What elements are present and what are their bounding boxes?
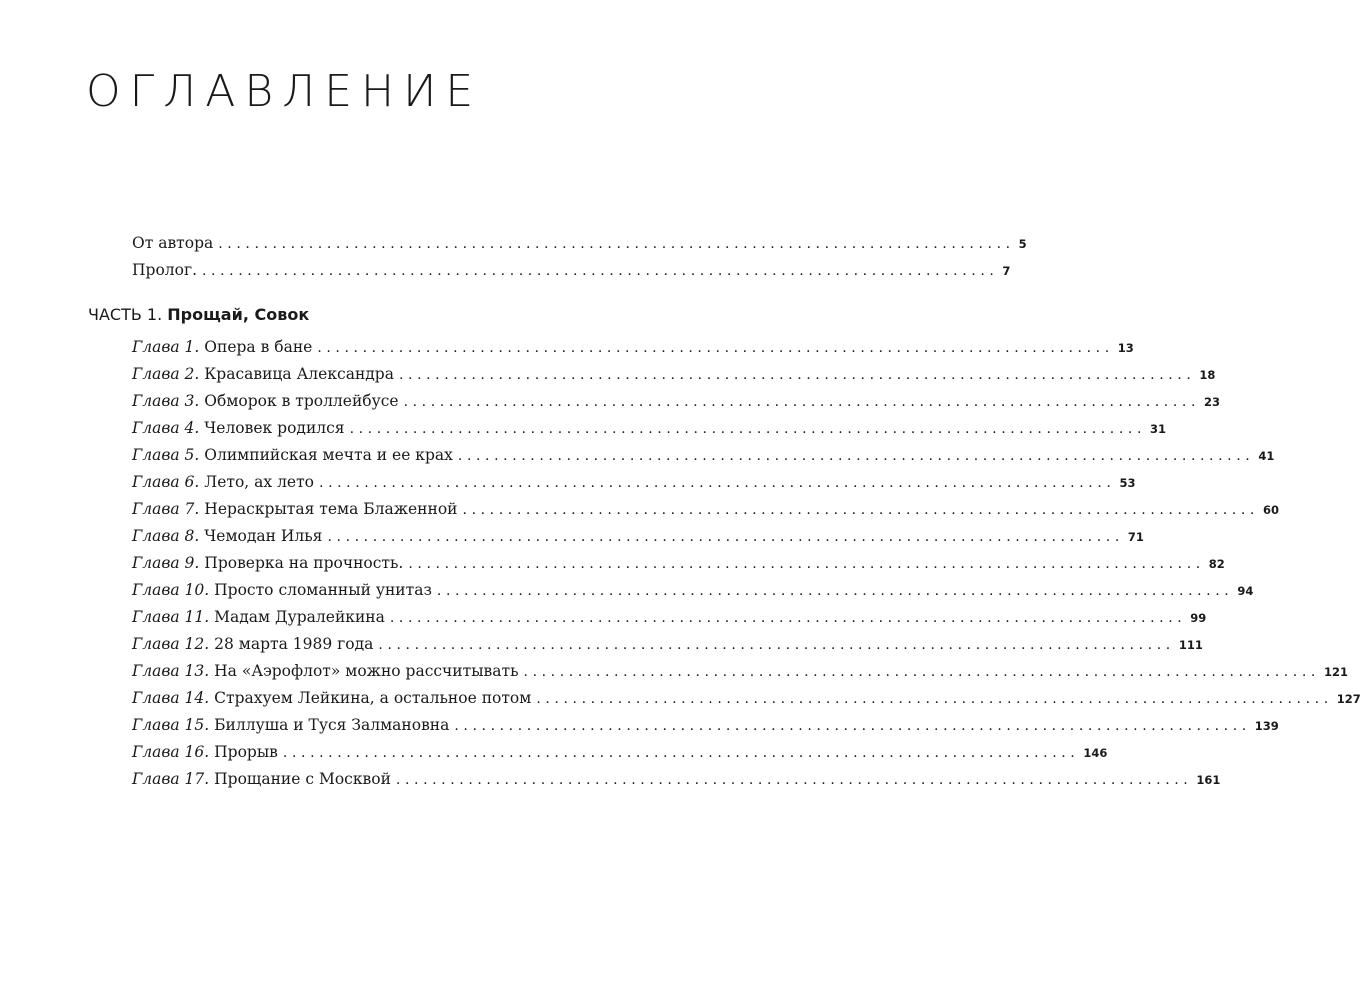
chapter-title: Просто сломанный унитаз bbox=[214, 581, 432, 599]
toc-chapter-list bbox=[132, 334, 1361, 793]
toc-entry-label bbox=[132, 766, 391, 793]
dot-leader: ........................................................................................ bbox=[319, 475, 1116, 491]
toc-page-number: 13 bbox=[1117, 341, 1134, 355]
toc-entry-label bbox=[132, 415, 345, 442]
toc-entry-chapter-13[interactable] bbox=[132, 658, 1348, 685]
toc-page-number: 94 bbox=[1237, 584, 1254, 598]
toc-entry-label bbox=[132, 631, 373, 658]
chapter-title: Человек родился bbox=[204, 419, 345, 437]
chapter-title: Прорыв bbox=[214, 743, 278, 761]
chapter-prefix: Глава 1. bbox=[132, 338, 200, 356]
dot-leader: ........................................................................................ bbox=[327, 529, 1124, 545]
toc-entry-label bbox=[132, 361, 394, 388]
toc-page-number: 18 bbox=[1199, 368, 1216, 382]
chapter-title: Биллуша и Туся Залмановна bbox=[214, 716, 450, 734]
chapter-prefix: Глава 16. bbox=[132, 743, 210, 761]
chapter-prefix: Глава 7. bbox=[132, 500, 200, 518]
toc-page-number: 161 bbox=[1196, 773, 1221, 787]
chapter-title: На «Аэрофлот» можно рассчитывать bbox=[214, 662, 519, 680]
toc-page-number: 53 bbox=[1119, 476, 1136, 490]
chapter-prefix: Глава 8. bbox=[132, 527, 200, 545]
toc-entry-from-author[interactable] bbox=[132, 230, 1027, 257]
chapter-prefix: Глава 13. bbox=[132, 662, 210, 680]
toc-page-number: 31 bbox=[1150, 422, 1167, 436]
toc-entry-label bbox=[132, 658, 519, 685]
toc-entry-label bbox=[132, 388, 399, 415]
chapter-title: Лето, ах лето bbox=[204, 473, 315, 491]
chapter-prefix: Глава 12. bbox=[132, 635, 210, 653]
dot-leader: ........................................................................................ bbox=[282, 745, 1080, 761]
dot-leader: ........................................................................................ bbox=[457, 448, 1255, 464]
toc-page-number: 23 bbox=[1204, 395, 1221, 409]
chapter-title: Красавица Александра bbox=[204, 365, 394, 383]
toc-entry-label bbox=[132, 577, 432, 604]
toc-entry-label bbox=[132, 469, 314, 496]
toc-entry-label: Пролог. bbox=[132, 261, 197, 279]
toc-page-number: 99 bbox=[1190, 611, 1207, 625]
chapter-title: Чемодан Илья bbox=[204, 527, 323, 545]
dot-leader: ........................................................................................ bbox=[403, 394, 1200, 410]
part-heading[interactable] bbox=[88, 302, 309, 328]
chapter-title: Страхуем Лейкина, а остальное потом bbox=[214, 689, 532, 707]
chapter-title: Нераскрытая тема Блаженной bbox=[204, 500, 458, 518]
dot-leader: ........................................................................................ bbox=[436, 583, 1234, 599]
part-number: ЧАСТЬ 1. bbox=[88, 305, 163, 324]
chapter-title: Мадам Дуралейкина bbox=[214, 608, 385, 626]
toc-page-number: 71 bbox=[1127, 530, 1144, 544]
dot-leader: ........................................................................................ bbox=[454, 718, 1251, 734]
chapter-prefix: Глава 9. bbox=[132, 554, 200, 572]
toc-entry-chapter-8[interactable] bbox=[132, 523, 1144, 550]
toc-page-number: 41 bbox=[1258, 449, 1275, 463]
toc-entry-label: От автора bbox=[132, 234, 214, 252]
toc-page-number: 121 bbox=[1323, 665, 1348, 679]
toc-entry-label bbox=[132, 442, 453, 469]
toc-entry-chapter-11[interactable] bbox=[132, 604, 1207, 631]
dot-leader: ........................................................................................ bbox=[408, 556, 1205, 572]
chapter-prefix: Глава 2. bbox=[132, 365, 200, 383]
dot-leader: ........................................................................................ bbox=[218, 236, 1015, 252]
dot-leader: ........................................................................................ bbox=[536, 691, 1333, 707]
toc-entry-chapter-6[interactable] bbox=[132, 469, 1136, 496]
toc-entry-chapter-3[interactable] bbox=[132, 388, 1221, 415]
chapter-title: Олимпийская мечта и ее крах bbox=[204, 446, 453, 464]
toc-page-number: 60 bbox=[1262, 503, 1279, 517]
chapter-prefix: Глава 15. bbox=[132, 716, 210, 734]
toc-entry-label bbox=[132, 550, 403, 577]
dot-leader: ........................................................................................ bbox=[378, 637, 1175, 653]
chapter-prefix: Глава 4. bbox=[132, 419, 200, 437]
toc-entry-label bbox=[132, 739, 278, 766]
toc-page-number: 139 bbox=[1254, 719, 1279, 733]
toc-page-number: 7 bbox=[1002, 264, 1011, 278]
toc-front-matter bbox=[132, 230, 1027, 284]
chapter-title: Опера в бане bbox=[204, 338, 313, 356]
part-name: Прощай, Совок bbox=[167, 305, 310, 324]
chapter-title: Прощание с Москвой bbox=[214, 770, 391, 788]
dot-leader: ........................................................................................ bbox=[462, 502, 1259, 518]
toc-entry-chapter-10[interactable] bbox=[132, 577, 1254, 604]
chapter-prefix: Глава 14. bbox=[132, 689, 210, 707]
toc-entry-chapter-12[interactable] bbox=[132, 631, 1203, 658]
toc-page-number: 127 bbox=[1336, 692, 1361, 706]
toc-entry-chapter-2[interactable] bbox=[132, 361, 1216, 388]
toc-entry-chapter-1[interactable] bbox=[132, 334, 1134, 361]
chapter-title: 28 марта 1989 года bbox=[214, 635, 374, 653]
toc-entry-label bbox=[132, 523, 322, 550]
chapter-prefix: Глава 6. bbox=[132, 473, 200, 491]
toc-entry-label bbox=[132, 712, 449, 739]
toc-entry-chapter-17[interactable] bbox=[132, 766, 1221, 793]
toc-entry-chapter-15[interactable] bbox=[132, 712, 1279, 739]
dot-leader: ........................................................................................ bbox=[389, 610, 1187, 626]
toc-entry-label bbox=[132, 604, 385, 631]
toc-entry-chapter-7[interactable] bbox=[132, 496, 1279, 523]
toc-entry-label bbox=[132, 334, 312, 361]
toc-entry-chapter-9[interactable] bbox=[132, 550, 1225, 577]
toc-entry-prologue[interactable] bbox=[132, 257, 1011, 284]
toc-entry-chapter-16[interactable] bbox=[132, 739, 1108, 766]
chapter-title: Проверка на прочность. bbox=[204, 554, 404, 572]
toc-entry-chapter-5[interactable] bbox=[132, 442, 1275, 469]
dot-leader: ........................................................................................ bbox=[523, 664, 1320, 680]
chapter-prefix: Глава 10. bbox=[132, 581, 210, 599]
dot-leader: ........................................................................................ bbox=[317, 340, 1114, 356]
toc-entry-label bbox=[132, 496, 458, 523]
chapter-prefix: Глава 5. bbox=[132, 446, 200, 464]
dot-leader: ........................................................................................ bbox=[349, 421, 1146, 437]
toc-page-number: 111 bbox=[1178, 638, 1203, 652]
dot-leader: ........................................................................................ bbox=[395, 772, 1193, 788]
toc-entry-chapter-14[interactable] bbox=[132, 685, 1361, 712]
toc-page-number: 146 bbox=[1083, 746, 1108, 760]
dot-leader: ........................................................................................ bbox=[202, 263, 999, 279]
toc-page-number: 82 bbox=[1208, 557, 1225, 571]
chapter-prefix: Глава 11. bbox=[132, 608, 210, 626]
chapter-prefix: Глава 3. bbox=[132, 392, 200, 410]
dot-leader: ........................................................................................ bbox=[398, 367, 1196, 383]
toc-page-number: 5 bbox=[1018, 237, 1027, 251]
toc-entry-chapter-4[interactable] bbox=[132, 415, 1167, 442]
chapter-prefix: Глава 17. bbox=[132, 770, 210, 788]
toc-entry-label bbox=[132, 685, 531, 712]
chapter-title: Обморок в троллейбусе bbox=[204, 392, 399, 410]
page-title: ОГЛАВЛЕНИЕ bbox=[86, 66, 483, 117]
